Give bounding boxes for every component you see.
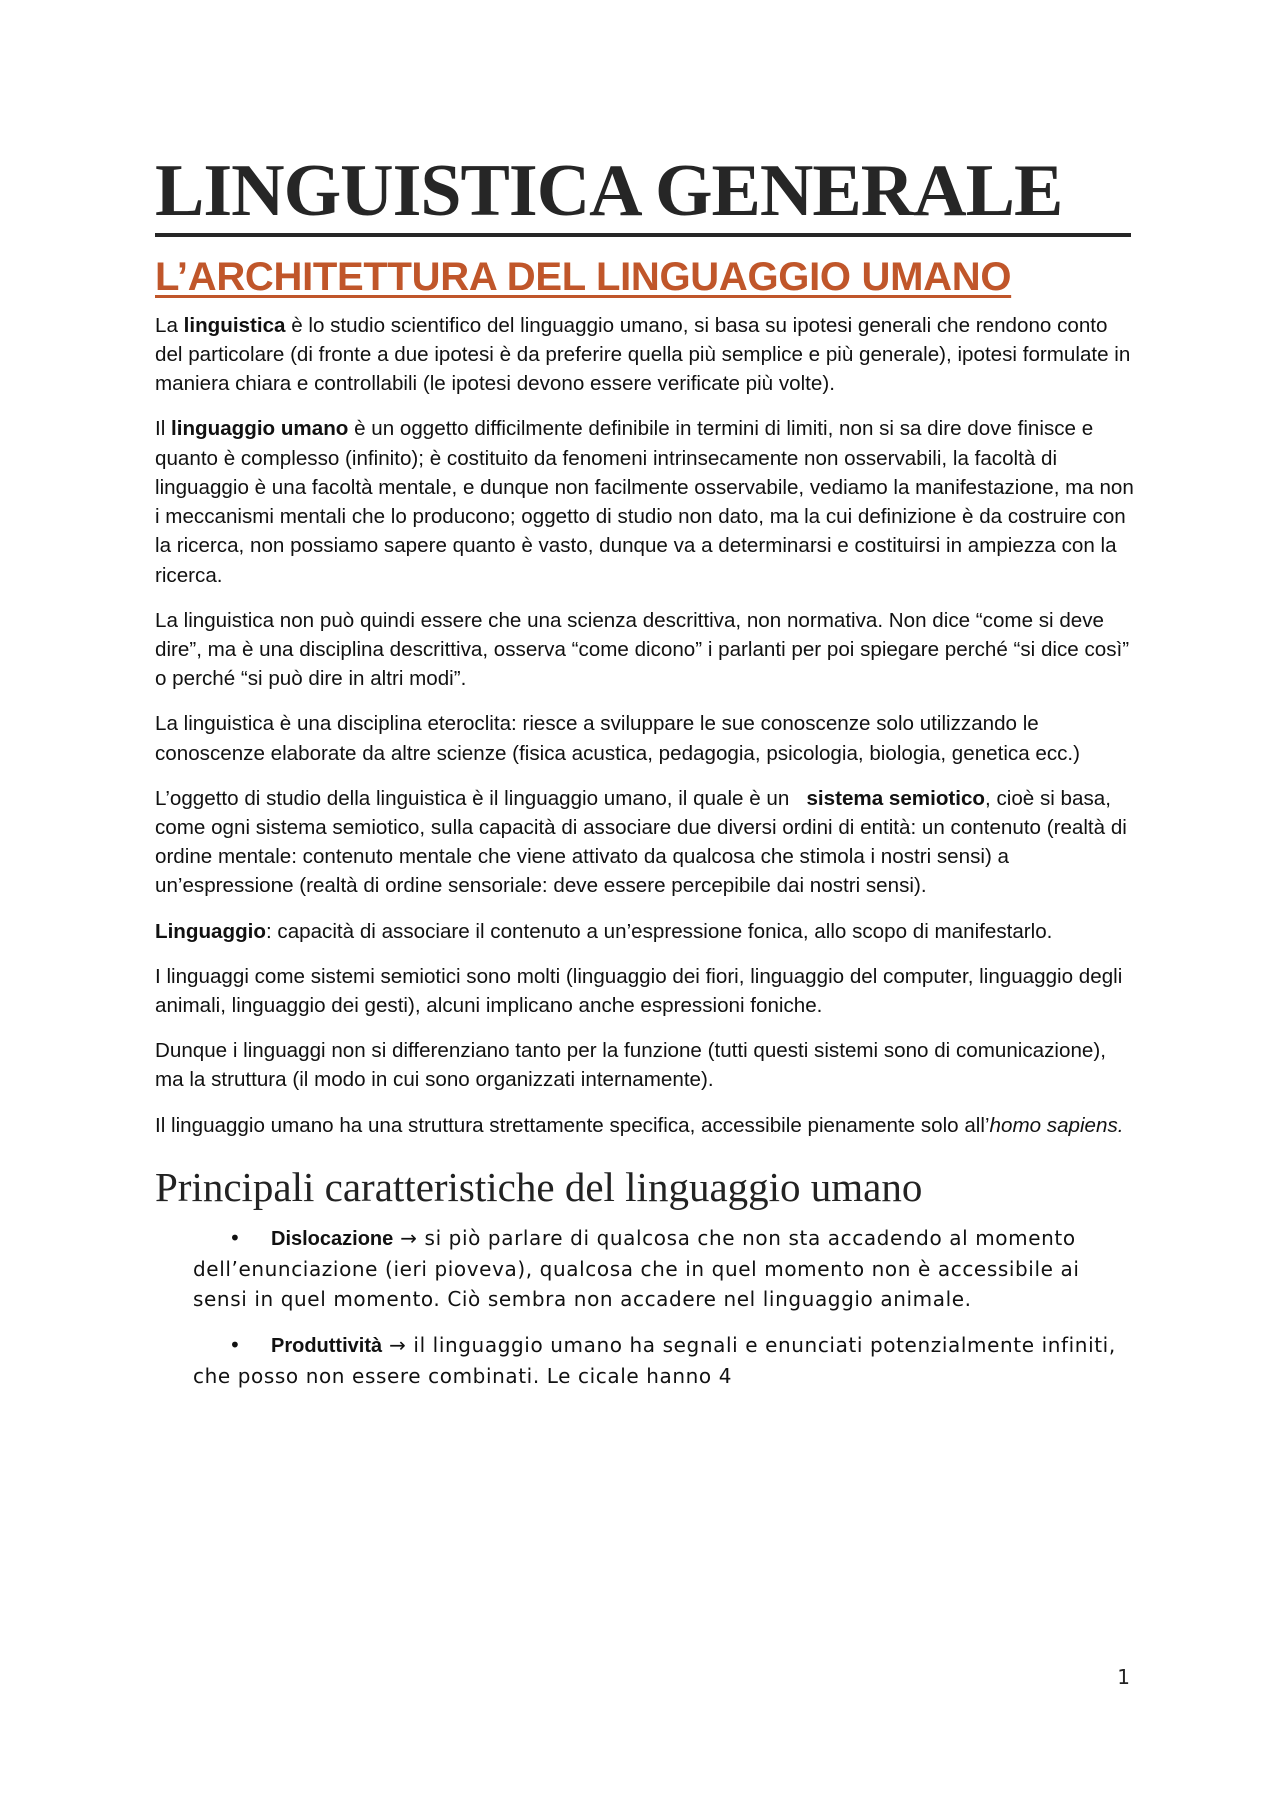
paragraph-definizione-linguaggio: Linguaggio: capacità di associare il contenuto a un’espressione fonica, allo scopo di manifestarlo. [155,919,1053,943]
list-item-dislocazione: • Dislocazione → si piò parlare di qualcosa che non sta accadendo al momento dell’enunciazione (ieri pioveva), qualcosa che in quel momento non è accessibile ai sensi in quel momento. Ciò sembra non accadere nel linguaggio animale. [193,1223,1135,1314]
paragraph-funzione-struttura: Dunque i linguaggi non si differenziano tanto per la funzione (tutti questi sistemi sono di comunicazione), ma la struttura (il modo in cui sono organizzati internamente). [155,1039,1106,1092]
paragraph-sistema-semiotico: L’oggetto di studio della linguistica è il linguaggio umano, il quale è un sistema semiotico, cioè si basa, come ogni sistema semiotico, sulla capacità di associare due diversi ordini di entità: un contenuto (realtà di ordine mentale: contenuto mentale che viene attivato da qualcosa che stimola i nostri sensi) a un’espressione (realtà di ordine sensoriale: deve essere percepibile dai nostri sensi). [155,786,1127,898]
bold-term: Produttività [271,1335,383,1357]
paragraph-sistemi-semiotici: I linguaggi come sistemi semiotici sono molti (linguaggio dei fiori, linguaggio del computer, linguaggio degli animali, linguaggio dei gesti), alcuni implicano anche espressioni foniche. [155,964,1123,1017]
characteristics-list [193,1223,1135,1391]
page-content [155,150,1135,1407]
list-item-produttivita: • Produttività → il linguaggio umano ha segnali e enunciati potenzialmente infiniti, che posso non essere combinati. Le cicale hanno 4 [193,1330,1135,1391]
page-number: 1 [1117,1665,1130,1689]
title-underline [155,233,1131,237]
paragraph-linguistica: La linguistica è lo studio scientifico del linguaggio umano, si basa su ipotesi generali che rendono conto del particolare (di fronte a due ipotesi è da preferire quella più semplice e più generale), ipotesi formulate in maniera chiara e controllabili (le ipotesi devono essere verificate più volte). [155,313,1131,396]
bold-term: linguistica [183,313,286,337]
paragraph-linguaggio-umano: Il linguaggio umano è un oggetto difficilmente definibile in termini di limiti, non si sa dire dove finisce e quanto è complesso (infinito); è costituito da fenomeni intrinsecamente non osservabili, la facoltà di linguaggio è una facoltà mentale, e dunque non facilmente osservabile, vediamo la manifestazione, ma non i meccanismi mentali che lo producono; oggetto di studio non dato, ma la cui definizione è da costruire con la ricerca, non possiamo sapere quanto è vasto, dunque va a determinarsi e costituirsi in ampiezza con la ricerca. [155,417,1134,587]
characteristics-heading: Principali caratteristiche del linguaggio umano [155,1163,923,1210]
bold-term: linguaggio umano [171,417,349,441]
document-title: LINGUISTICA GENERALE [155,150,1063,232]
bullet-icon: • [229,1333,242,1357]
paragraph-eteroclita: La linguistica è una disciplina eteroclita: riesce a sviluppare le sue conoscenze solo utilizzando le conoscenze elaborate da altre scienze (fisica acustica, pedagogia, psicologia, biologia, genetica ecc.) [155,712,1080,765]
bold-term: sistema semiotico [806,786,986,810]
bold-term: Dislocazione [271,1228,394,1250]
bullet-icon: • [229,1226,242,1250]
paragraph-descrittiva: La linguistica non può quindi essere che una scienza descrittiva, non normativa. Non dice “come si deve dire”, ma è una disciplina descrittiva, osserva “come dicono” i parlanti per poi spiegare perché “si dice così” o perché “si può dire in altri modi”. [155,608,1130,691]
paragraph-homo-sapiens: Il linguaggio umano ha una struttura strettamente specifica, accessibile pienamente solo all’homo sapiens. [155,1113,1124,1137]
section-heading: L’ARCHITETTURA DEL LINGUAGGIO UMANO [155,254,1012,299]
italic-term: homo sapiens. [989,1113,1124,1137]
bold-term: Linguaggio [155,919,266,943]
